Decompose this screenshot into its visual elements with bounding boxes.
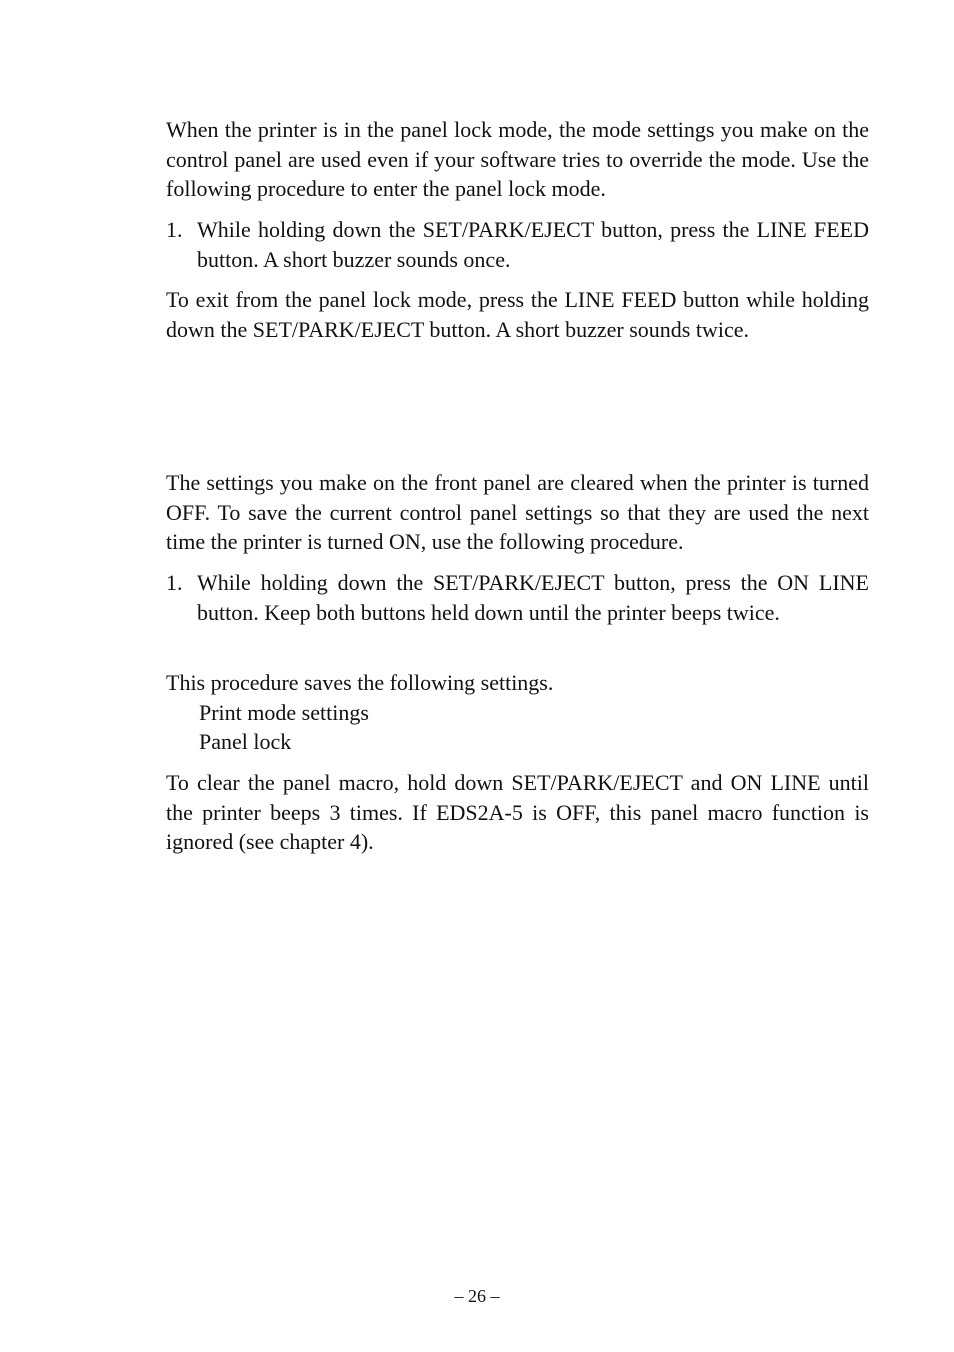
step-text: While holding down the SET/PARK/EJECT button, press the LINE FEED button. A short buzzer sounds once. <box>197 217 869 272</box>
step-number: 1. <box>166 570 183 595</box>
panel-lock-exit: To exit from the panel lock mode, press the LINE FEED button while holding down the SET/PARK/EJECT button. A short buzzer sounds twice. <box>166 287 869 342</box>
saved-settings-intro: This procedure saves the following settings. <box>166 670 554 695</box>
panel-lock-intro: When the printer is in the panel lock mode, the mode settings you make on the control panel are used even if your software tries to override the mode. Use the following procedure to enter the panel lock mode. <box>166 117 869 201</box>
panel-macro-clear: To clear the panel macro, hold down SET/PARK/EJECT and ON LINE until the printer beeps 3 times. If EDS2A-5 is OFF, this panel macro function is ignored (see chapter 4). <box>166 770 869 854</box>
page-number: – 26 – <box>454 1286 500 1306</box>
saved-item: Print mode settings <box>199 699 369 725</box>
panel-lock-step <box>166 215 869 274</box>
saved-settings <box>166 668 869 757</box>
step-number: 1. <box>166 217 183 242</box>
step-text: While holding down the SET/PARK/EJECT button, press the ON LINE button. Keep both buttons held down until the printer beeps twice. <box>197 570 869 625</box>
panel-macro-intro: The settings you make on the front panel are cleared when the printer is turned OFF. To save the current control panel settings so that they are used the next time the printer is turned ON, use the following procedure. <box>166 470 869 554</box>
saved-item: Panel lock <box>199 729 292 754</box>
panel-macro-step <box>166 568 869 627</box>
